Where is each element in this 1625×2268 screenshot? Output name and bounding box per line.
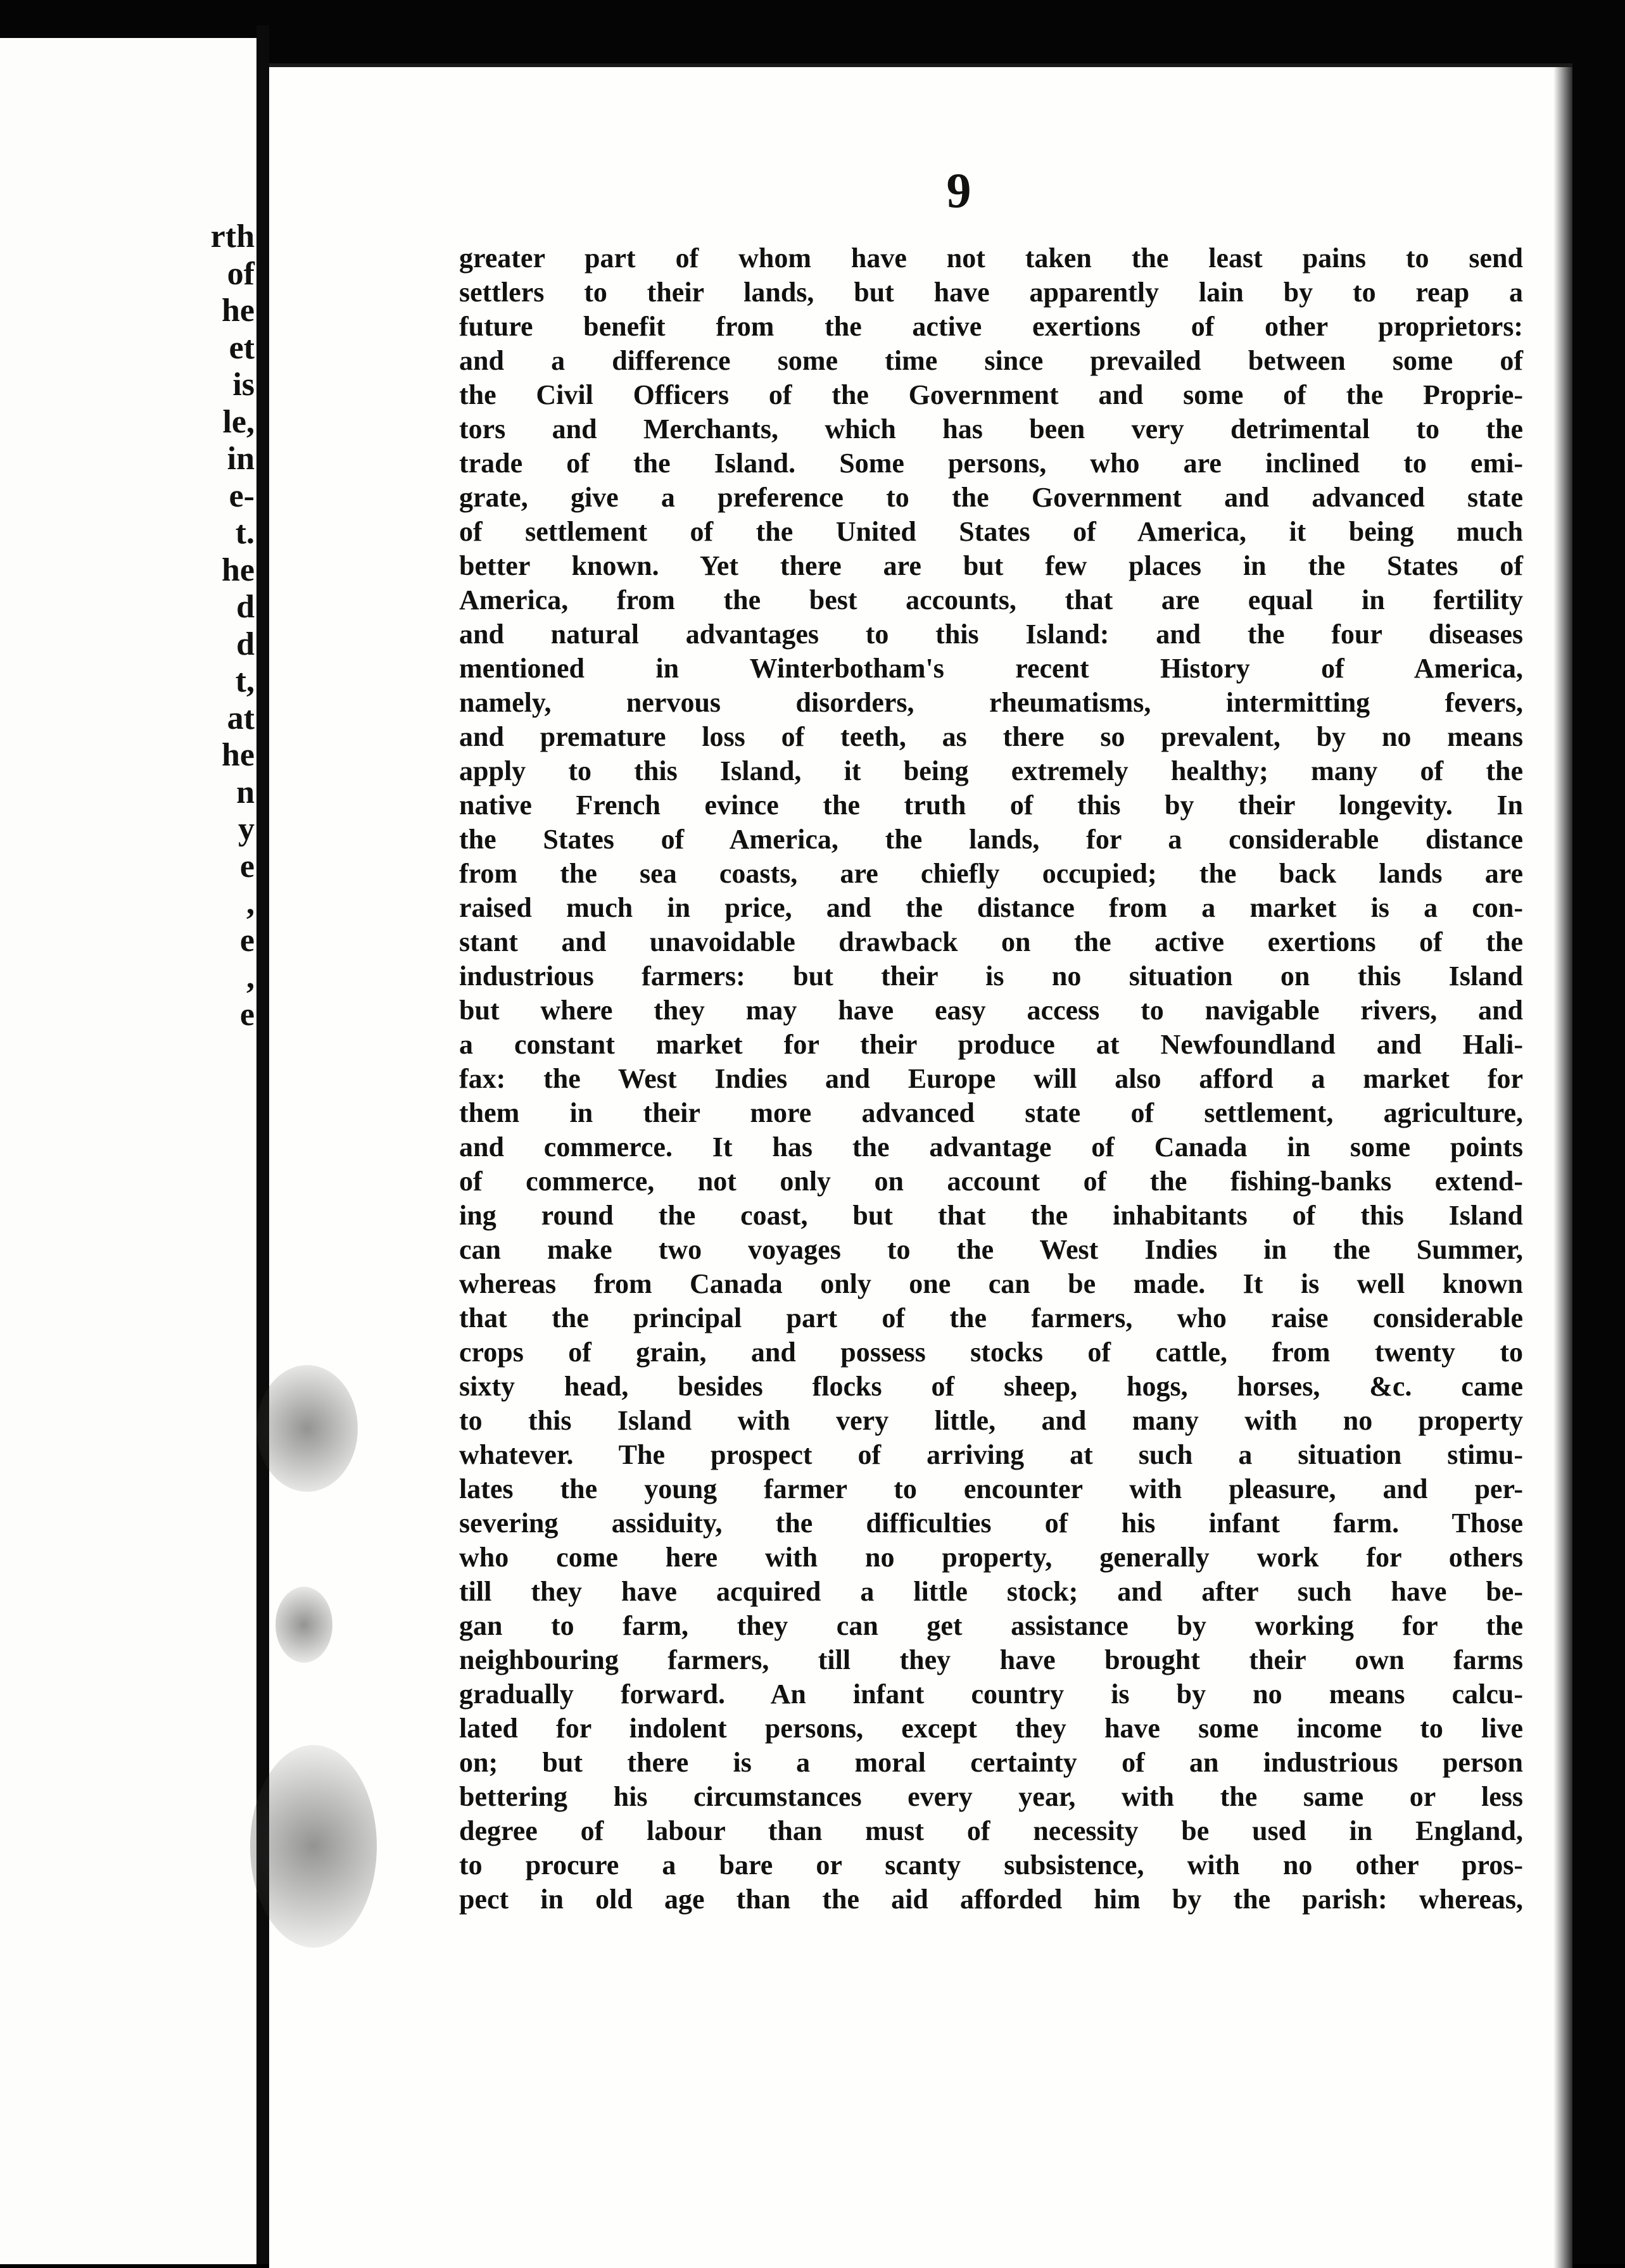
text-line: trade of the Island. Some persons, who are inclined to emi- [459,448,1523,479]
text-line: future benefit from the active exertions of other proprietors: [459,311,1523,342]
page-edge-shadow [1553,67,1572,2268]
left-edge-fragment: e [239,996,255,1033]
text-line: that the principal part of the farmers, who raise considerable [459,1302,1523,1333]
right-page [269,63,1572,2268]
left-edge-fragment: t. [235,515,255,551]
text-line: and commerce. It has the advantage of Canada in some points [459,1131,1523,1162]
left-edge-fragment: he [222,551,255,588]
text-line: but where they may have easy access to navigable rivers, and [459,995,1523,1026]
text-line: settlers to their lands, but have apparently lain by to reap a [459,277,1523,308]
left-edge-fragment: e [239,848,255,885]
text-line: whereas from Canada only one can be made. It is well known [459,1268,1523,1299]
left-edge-fragment: d [236,589,255,625]
text-line: a constant market for their produce at Newfoundland and Hali- [459,1029,1523,1060]
text-line: degree of labour than must of necessity be used in England, [459,1815,1523,1846]
page-stain [256,1365,358,1492]
left-edge-fragment: rth [210,218,255,255]
text-line: stant and unavoidable drawback on the active exertions of the [459,926,1523,957]
text-line: raised much in price, and the distance from a market is a con- [459,892,1523,923]
text-line: till they have acquired a little stock; and after such have be- [459,1576,1523,1607]
text-line: lates the young farmer to encounter with pleasure, and per- [459,1473,1523,1504]
left-page-edge-text [179,218,255,1033]
text-line: bettering his circumstances every year, with the same or less [459,1781,1523,1812]
left-edge-fragment: at [227,700,255,736]
body-text [459,241,1523,1917]
text-line: greater part of whom have not taken the least pains to send [459,243,1523,274]
left-edge-fragment: y [238,811,255,847]
left-edge-fragment: he [222,737,255,773]
page-stain [275,1587,332,1663]
left-edge-fragment: he [222,293,255,329]
page-number: 9 [946,163,971,218]
text-line: of settlement of the United States of America, it being much [459,516,1523,547]
left-edge-fragment: e [239,922,255,959]
text-line: and a difference some time since prevailed between some of [459,345,1523,376]
left-edge-fragment: e- [229,477,255,514]
left-edge-fragment: d [236,626,255,662]
page-stain [250,1745,377,1948]
text-line: tors and Merchants, which has been very detrimental to the [459,413,1523,444]
text-line: gradually forward. An infant country is by no means calcu- [459,1679,1523,1710]
text-line: America, from the best accounts, that are equal in fertility [459,584,1523,615]
text-line: fax: the West Indies and Europe will also afford a market for [459,1063,1523,1094]
text-line: and premature loss of teeth, as there so prevalent, by no means [459,721,1523,752]
text-line: from the sea coasts, are chiefly occupied; the back lands are [459,858,1523,889]
text-line: neighbouring farmers, till they have brought their own farms [459,1644,1523,1675]
left-edge-fragment: is [232,367,255,403]
text-line: can make two voyages to the West Indies in the Summer, [459,1234,1523,1265]
text-line: apply to this Island, it being extremely healthy; many of the [459,755,1523,786]
text-line: namely, nervous disorders, rheumatisms, intermitting fevers, [459,687,1523,718]
text-line: to this Island with very little, and many with no property [459,1405,1523,1436]
text-line: pect in old age than the aid afforded him by the parish: whereas, [459,1884,1523,1915]
text-line: who come here with no property, generally work for others [459,1542,1523,1573]
left-edge-fragment: , [246,885,255,921]
text-line: sixty head, besides flocks of sheep, hogs, horses, &c. came [459,1371,1523,1402]
text-line: gan to farm, they can get assistance by working for the [459,1610,1523,1641]
text-line: and natural advantages to this Island: and the four diseases [459,619,1523,650]
left-edge-fragment: , [246,959,255,995]
text-line: severing assiduity, the difficulties of his infant farm. Those [459,1508,1523,1539]
text-line: them in their more advanced state of settlement, agriculture, [459,1097,1523,1128]
text-line: the Civil Officers of the Government and some of the Proprie- [459,379,1523,410]
text-line: ing round the coast, but that the inhabitants of this Island [459,1200,1523,1231]
text-line: lated for indolent persons, except they have some income to live [459,1713,1523,1744]
text-line: grate, give a preference to the Government and advanced state [459,482,1523,513]
text-line: of commerce, not only on account of the fishing-banks extend- [459,1166,1523,1197]
text-line: on; but there is a moral certainty of an industrious person [459,1747,1523,1778]
text-line: to procure a bare or scanty subsistence, with no other pros- [459,1849,1523,1881]
text-line: the States of America, the lands, for a considerable distance [459,824,1523,855]
text-line: native French evince the truth of this by their longevity. In [459,790,1523,821]
text-line: industrious farmers: but their is no situation on this Island [459,961,1523,992]
text-line: whatever. The prospect of arriving at such a situation stimu- [459,1439,1523,1470]
text-line: mentioned in Winterbotham's recent History of America, [459,653,1523,684]
book-gutter [256,25,269,2264]
left-page-fragment [0,38,260,2264]
text-line: better known. Yet there are but few places in the States of [459,550,1523,581]
left-edge-fragment: n [236,774,255,810]
text-line: crops of grain, and possess stocks of cattle, from twenty to [459,1337,1523,1368]
left-edge-fragment: et [229,329,255,366]
left-edge-fragment: t, [235,663,255,699]
left-edge-fragment: le, [222,403,255,440]
left-edge-fragment: in [227,441,255,477]
left-edge-fragment: of [227,255,255,292]
